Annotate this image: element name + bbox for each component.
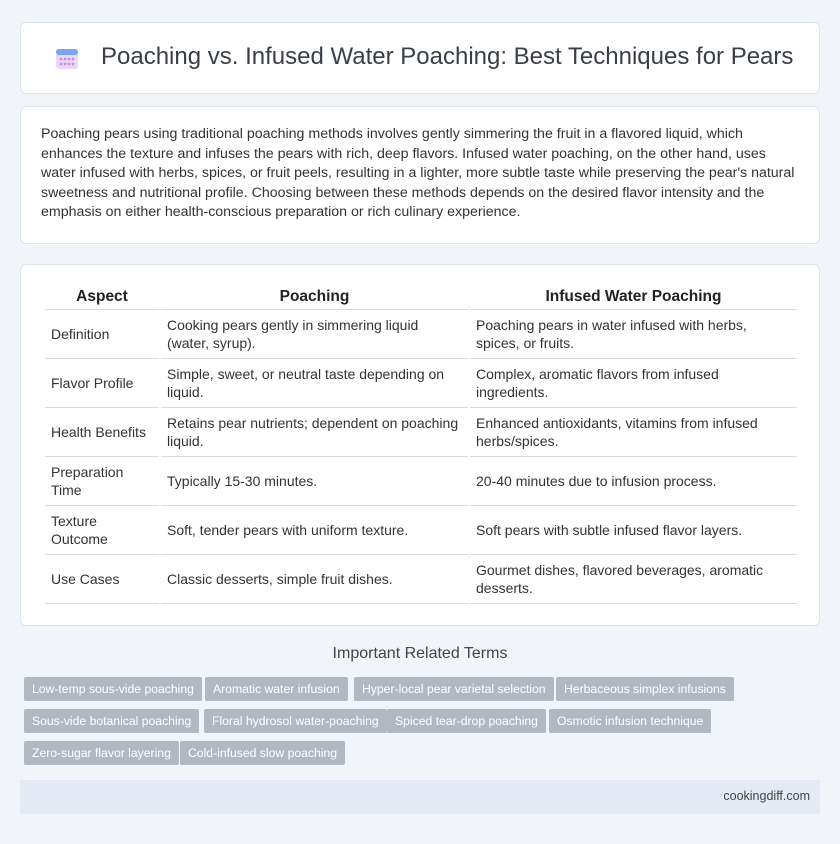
row-poaching: Retains pear nutrients; dependent on poaching liquid. [161, 408, 468, 457]
row-infused: Enhanced antioxidants, vitamins from infused herbs/spices. [470, 408, 797, 457]
related-term-tag[interactable]: Floral hydrosol water-poaching [204, 709, 387, 733]
row-infused: Soft pears with subtle infused flavor layers. [470, 506, 797, 555]
row-infused: Complex, aromatic flavors from infused ingredients. [470, 359, 797, 408]
row-poaching: Soft, tender pears with uniform texture. [161, 506, 468, 555]
footer [20, 780, 820, 814]
related-term-tag[interactable]: Hyper-local pear varietal selection [354, 677, 554, 701]
related-term-tag[interactable]: Low-temp sous-vide poaching [24, 677, 202, 701]
row-poaching: Simple, sweet, or neutral taste depending on liquid. [161, 359, 468, 408]
row-poaching: Typically 15-30 minutes. [161, 457, 468, 506]
related-term-tag[interactable]: Aromatic water infusion [205, 677, 348, 701]
table-row [45, 408, 797, 457]
table-row [45, 506, 797, 555]
intro-text: Poaching pears using traditional poaching methods involves gently simmering the fruit in a flavored liquid, which enhances the texture and infuses the pears with rich, deep flavors. Infused water poaching, on the other hand, uses water infused with herbs, spices, or fruit peels, resulting in a lighter, more subtle taste while preserving the pear's natural sweetness and nutritional profile. Choosing between these methods depends on the desired flavor intensity and the emphasis on either health-conscious preparation or rich culinary experience. [41, 126, 795, 221]
row-infused: Gourmet dishes, flavored beverages, aromatic desserts. [470, 555, 797, 604]
table-header-row [45, 285, 797, 310]
table-row [45, 359, 797, 408]
header-infused: Infused Water Poaching [470, 285, 797, 310]
row-aspect: Texture Outcome [45, 506, 159, 555]
row-aspect: Flavor Profile [45, 359, 159, 408]
header-aspect: Aspect [45, 285, 159, 310]
table-row [45, 555, 797, 604]
calendar-grid-icon [55, 46, 79, 70]
related-term-tag[interactable]: Cold-infused slow poaching [180, 741, 345, 765]
related-term-tag[interactable]: Osmotic infusion technique [549, 709, 711, 733]
related-term-tag[interactable]: Sous-vide botanical poaching [24, 709, 199, 733]
row-aspect: Health Benefits [45, 408, 159, 457]
footer-site-link[interactable]: cookingdiff.com [723, 789, 810, 803]
related-term-tag[interactable]: Spiced tear-drop poaching [387, 709, 546, 733]
row-aspect: Definition [45, 310, 159, 359]
header-poaching: Poaching [161, 285, 468, 310]
row-infused: Poaching pears in water infused with herbs, spices, or fruits. [470, 310, 797, 359]
related-term-tag[interactable]: Herbaceous simplex infusions [556, 677, 734, 701]
row-poaching: Cooking pears gently in simmering liquid (water, syrup). [161, 310, 468, 359]
comparison-table [43, 285, 799, 604]
table-row [45, 457, 797, 506]
row-infused: 20-40 minutes due to infusion process. [470, 457, 797, 506]
comparison-card [20, 264, 820, 626]
row-aspect: Use Cases [45, 555, 159, 604]
row-poaching: Classic desserts, simple fruit dishes. [161, 555, 468, 604]
header-card [20, 22, 820, 94]
intro-card [20, 106, 820, 244]
related-term-tag[interactable]: Zero-sugar flavor layering [24, 741, 179, 765]
row-aspect: Preparation Time [45, 457, 159, 506]
related-terms-title: Important Related Terms [332, 645, 508, 662]
table-row [45, 310, 797, 359]
page-title: Poaching vs. Infused Water Poaching: Best Techniques for Pears [101, 43, 794, 70]
